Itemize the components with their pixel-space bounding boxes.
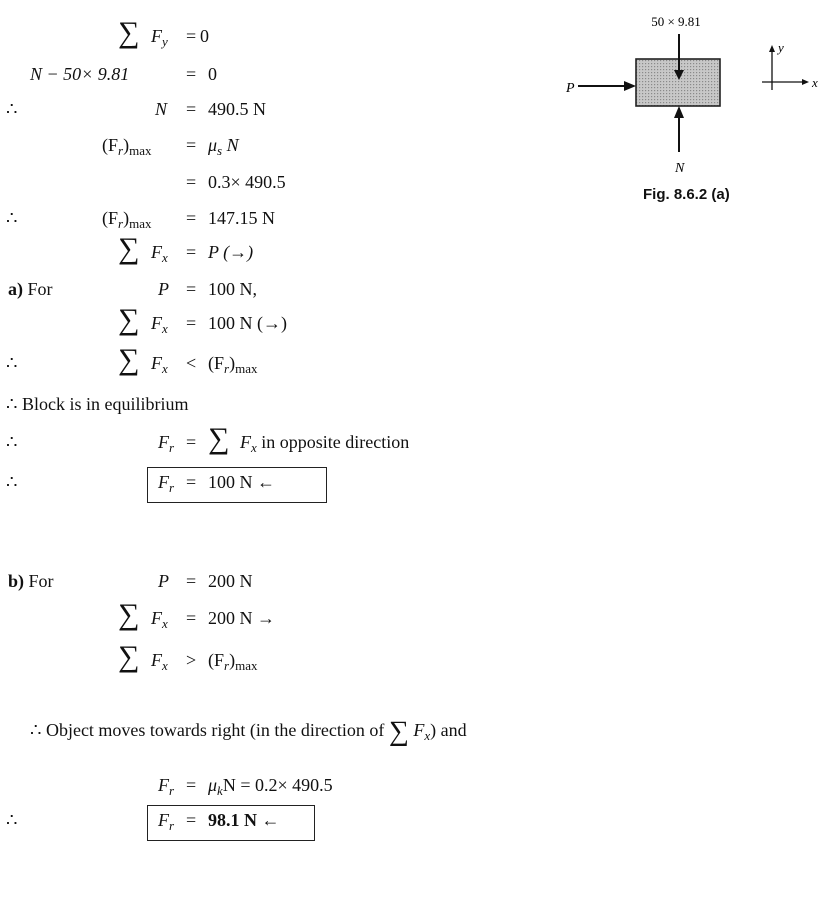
- x-axis-label: x: [812, 75, 818, 90]
- y-axis-label: y: [778, 40, 784, 55]
- free-body-diagram: [540, 0, 830, 190]
- statement-text: ∴ Block is in equilibrium: [6, 394, 189, 414]
- normal-force-label: N: [675, 161, 685, 176]
- sigma-symbol: ∑: [118, 16, 140, 49]
- left-force-label: P: [566, 81, 575, 96]
- figure-caption: Fig. 8.6.2 (a): [643, 186, 730, 203]
- statement-text: ∴ Object moves towards right (in the direction of ∑ $F_x$) and: [30, 716, 467, 747]
- top-load-label: 50 × 9.81: [651, 14, 701, 29]
